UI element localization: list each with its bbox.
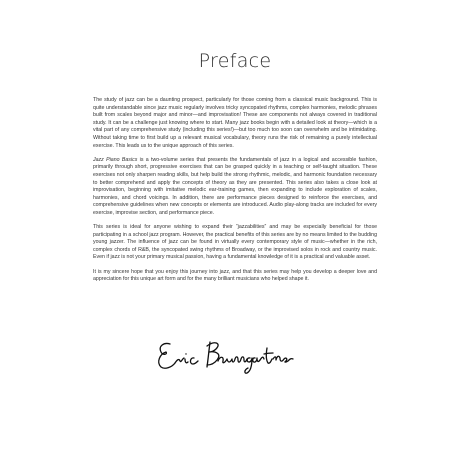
paragraph-2-text: is a two-volume series that presents the fundamentals of jazz in a logical and accessible fashion, primarily through short, progressive exercises that can be grasped quickly in a teaching or self-taught situation. These exercises not only sharpen reading skills, but help build the strong rhythmic, melodic, and harmonic foundation necessary to better comprehend and apply the concepts of theory as they are presented. This series also takes a close look at improvisation, beginning with imitative melodic ear-training games, then expanding to include exploration of scales, harmonies, and chord voicings. In addition, there are performance pieces designed to reinforce the exercises, and comprehensive guidelines when new concepts or elements are introduced. Audio play-along tracks are included for every exercise, improvise section, and performance piece.	[93, 156, 377, 216]
author-signature	[152, 334, 302, 376]
page-title: Preface	[198, 50, 272, 72]
paragraph-1: The study of jazz can be a daunting prospect, particularly for those coming from a classical music background. This is quite understandable since jazz music regularly involves tricky syncopated rhythms, complex harmonies, melodic phrases built from scales beyond major and minor—and improvisation! These are components not always covered in traditional study. It can be a challenge just knowing where to start. Many jazz books begin with a detailed look at theory—which is a vital part of any comprehensive study (including this series!)—but too much too soon can overwhelm and be intimidating. Without taking time to first build up a relevant musical vocabulary, theory runs the risk of remaining a purely intellectual exercise. This leads us to the unique approach of this series.	[93, 97, 377, 149]
paragraph-2	[93, 157, 377, 218]
preface-body	[93, 97, 377, 290]
paragraph-3: This series is ideal for anyone wishing to expand their “jazzabilities” and may be especially beneficial for those participating in a school jazz program. However, the practical benefits of this series are by no means limited to the budding young jazzer. The influence of jazz can be found in virtually every contemporary style of music—whether in the rich, complex chords of R&B, the syncopated swing rhythms of Broadway, or the improvised solos in rock and country music. Even if jazz is not your primary musical passion, having a fundamental knowledge of it is a practical and valuable asset.	[93, 224, 377, 261]
paragraph-4: It is my sincere hope that you enjoy this journey into jazz, and that this series may help you develop a deeper love and appreciation for this unique art form and for the many brilliant musicians who helped shape it.	[93, 268, 377, 283]
series-title: Jazz Piano Basics	[93, 156, 138, 163]
